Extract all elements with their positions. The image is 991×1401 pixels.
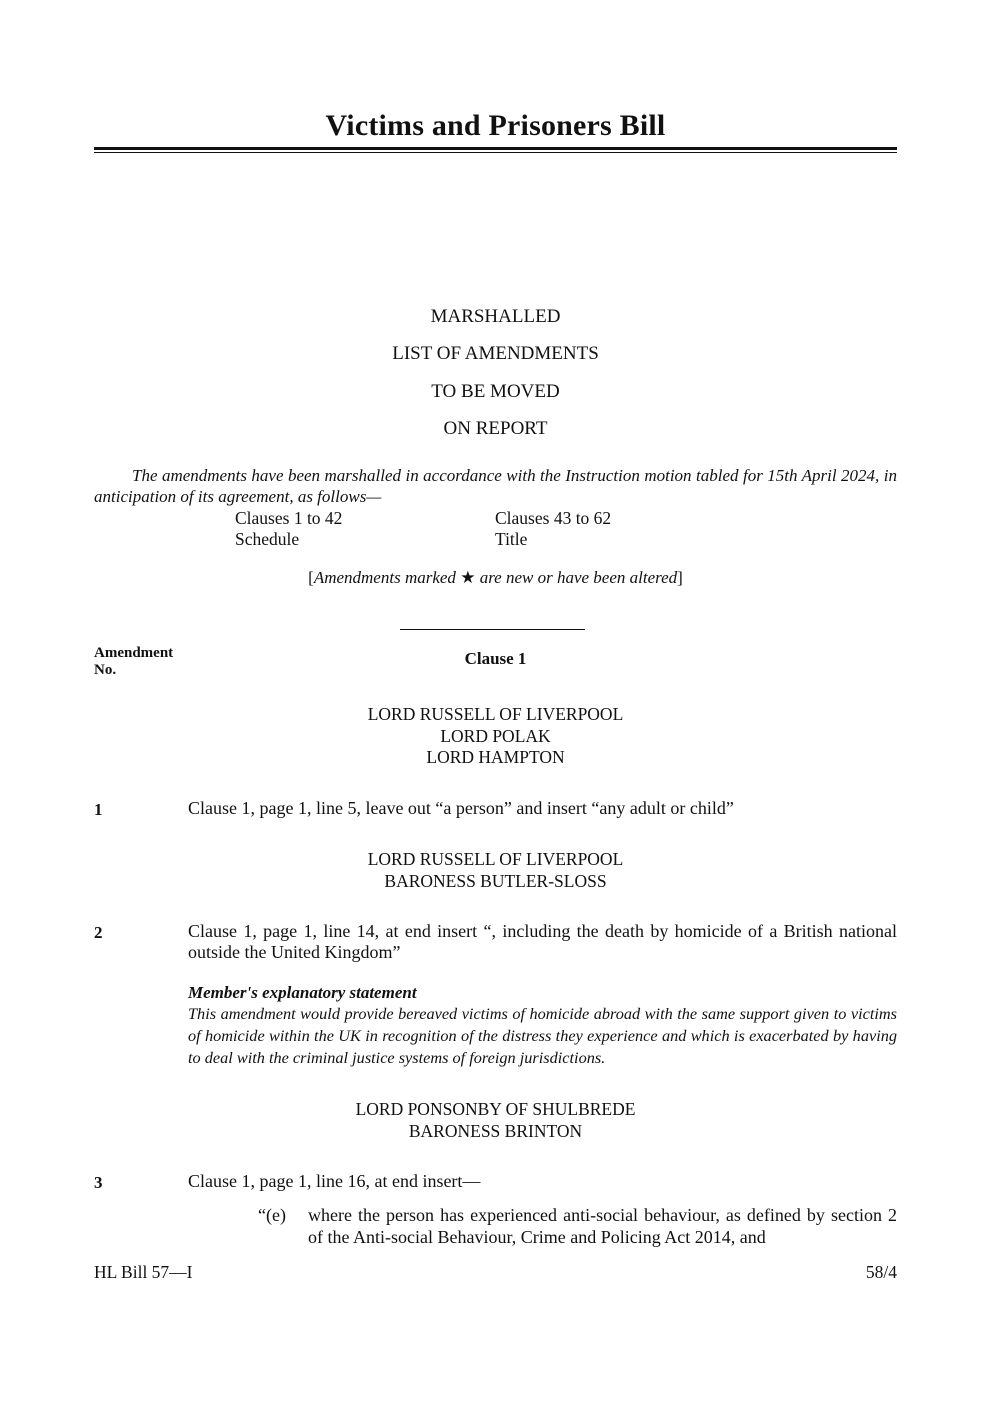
note-close-bracket: ] [677,568,683,587]
order-item: Clauses 1 to 42 [235,508,343,528]
order-item: Clauses 43 to 62 [495,508,612,528]
order-item: Title [495,529,528,549]
note-text-after: are new or have been altered [475,568,678,587]
note-open-bracket: [ [308,568,314,587]
explanatory-statement-title: Member's explanatory statement [188,983,417,1002]
sponsor-name: LORD RUSSELL OF LIVERPOOL [367,849,624,869]
order-item: Schedule [235,529,300,549]
heading-line-1: MARSHALLED [430,306,561,327]
amendment-number: 2 [94,923,103,942]
insert-paragraph-text: where the person has experienced anti-social behaviour, as defined by section 2 of the Anti-social Behaviour, Crime and Policing Act 2014, and [308,1205,897,1247]
bill-reference: HL Bill 57—I [94,1262,193,1282]
insert-paragraph-label: “(e) [258,1205,286,1225]
section-divider [400,629,585,630]
sponsor-name: BARONESS BUTLER-SLOSS [384,870,607,891]
sponsor-list [94,849,897,892]
sponsor-name: LORD POLAK [440,725,551,746]
explanatory-statement-text: This amendment would provide bereaved victims of homicide abroad with the same support given to victims of homicide within the UK in recognition of the distress they experience and which is exacerbated by having to deal with the criminal justice systems of foreign jurisdictions. [188,1004,897,1067]
page-reference: 58/4 [865,1262,897,1282]
sponsor-name: LORD PONSONBY OF SHULBREDE [355,1099,636,1119]
clause-heading: Clause 1 [464,649,527,668]
sponsor-name: BARONESS BRINTON [408,1120,583,1141]
amendment-label-line2: No. [94,662,117,678]
amendment-text: Clause 1, page 1, line 16, at end insert— [188,1171,481,1191]
intro-paragraph: The amendments have been marshalled in accordance with the Instruction motion tabled for 15th April 2024, in anticipation of its agreement, as follows— [94,466,897,506]
heading-line-2: LIST OF AMENDMENTS [392,343,599,364]
amendment-number: 1 [94,800,103,819]
amendment-text: Clause 1, page 1, line 5, leave out “a person” and insert “any adult or child” [188,798,734,818]
title-rule-thin [94,152,897,153]
amendment-number: 3 [94,1173,103,1192]
bill-title: Victims and Prisoners Bill [325,109,666,142]
sponsor-list [94,704,897,769]
altered-note [94,567,897,588]
heading-line-3: TO BE MOVED [431,381,560,402]
sponsor-list [94,1099,897,1142]
amendment-text: Clause 1, page 1, line 14, at end insert “, including the death by homicide of a British national outside the United Kingdom” [188,921,897,962]
note-text-before: Amendments marked [313,568,461,587]
star-icon: ★ [460,568,476,587]
sponsor-name: LORD HAMPTON [426,747,565,767]
sponsor-name: LORD RUSSELL OF LIVERPOOL [367,704,624,724]
heading-line-4: ON REPORT [443,418,548,439]
title-rule-thick [94,147,897,150]
amendment-label-line1: Amendment [94,645,174,661]
